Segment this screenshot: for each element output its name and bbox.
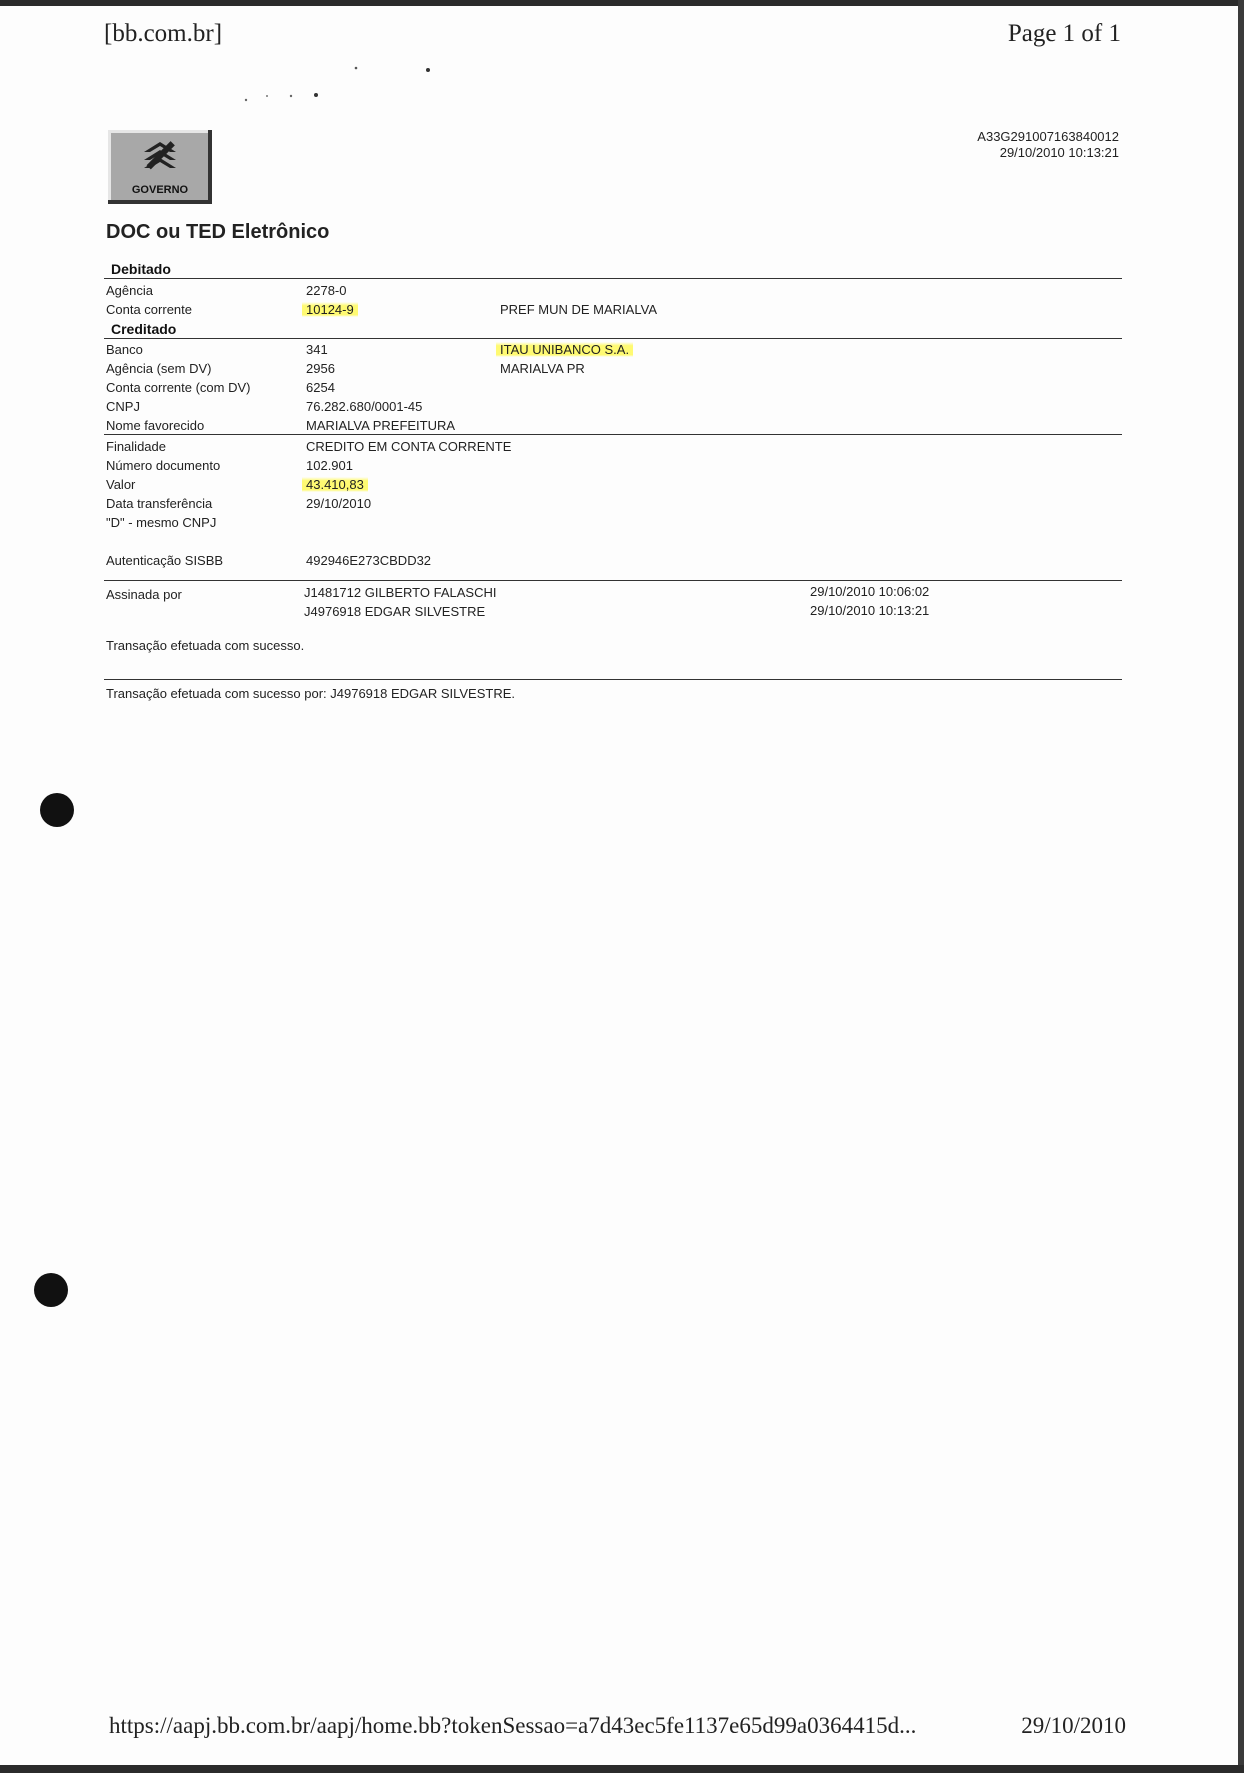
status-message: Transação efetuada com sucesso. (106, 638, 305, 653)
debitado-conta-label: Conta corrente (106, 302, 192, 317)
divider (104, 434, 1122, 435)
signature-name: J1481712 GILBERTO FALASCHI (304, 585, 497, 600)
signature-datetime: 29/10/2010 10:13:21 (810, 603, 930, 618)
divider (104, 278, 1122, 279)
banco-do-brasil-logo-icon (108, 130, 212, 204)
print-footer-date: 29/10/2010 (1021, 1713, 1126, 1738)
debitado-agencia-value: 2278-0 (306, 283, 347, 298)
autenticacao-value: 492946E273CBDD32 (306, 553, 432, 568)
page-title: DOC ou TED Eletrônico (106, 221, 330, 243)
debitado-conta-name: PREF MUN DE MARIALVA (500, 302, 657, 317)
numero-documento-value: 102.901 (306, 458, 353, 473)
creditado-agencia-label: Agência (sem DV) (106, 361, 212, 376)
scan-edge-top (0, 0, 1244, 6)
reference-datetime: 29/10/2010 10:13:21 (999, 145, 1119, 160)
debitado-agencia-label: Agência (106, 283, 153, 298)
reference-block (977, 129, 1119, 161)
section-debitado-heading: Debitado (111, 261, 171, 277)
finalidade-value: CREDITO EM CONTA CORRENTE (306, 439, 512, 454)
highlighted-text: 43.410,83 (302, 477, 368, 492)
highlighted-text: 10124-9 (302, 302, 358, 317)
signature-name: J4976918 EDGAR SILVESTRE (304, 604, 486, 619)
divider (104, 338, 1122, 339)
scan-edge-bottom (0, 1765, 1244, 1773)
creditado-favorecido-label: Nome favorecido (106, 418, 205, 433)
binder-hole (40, 793, 74, 827)
autenticacao-label: Autenticação SISBB (106, 553, 224, 568)
creditado-conta-value: 6254 (306, 380, 335, 395)
creditado-agencia-value: 2956 (306, 361, 335, 376)
creditado-agencia-city: MARIALVA PR (500, 361, 585, 376)
svg-text:GOVERNO: GOVERNO (131, 184, 189, 196)
mesmo-cnpj-note: "D" - mesmo CNPJ (106, 515, 217, 530)
governo-logo (108, 130, 212, 204)
finalidade-label: Finalidade (106, 439, 166, 454)
debitado-conta-value (306, 302, 358, 317)
valor-label: Valor (106, 477, 136, 492)
creditado-cnpj-value: 76.282.680/0001-45 (306, 399, 423, 414)
creditado-banco-label: Banco (106, 342, 143, 357)
scan-edge-right (1238, 0, 1244, 1773)
divider (104, 679, 1122, 680)
valor-value (306, 477, 368, 492)
creditado-conta-label: Conta corrente (com DV) (106, 380, 251, 395)
section-creditado-heading: Creditado (111, 321, 177, 337)
creditado-banco-value: 341 (306, 342, 328, 357)
divider (104, 580, 1122, 581)
binder-hole (34, 1273, 68, 1307)
numero-documento-label: Número documento (106, 458, 221, 473)
reference-code: A33G291007163840012 (977, 129, 1119, 144)
print-footer-url: https://aapj.bb.com.br/aapj/home.bb?tokenSessao=a7d43ec5fe1137e65d99a0364415d... (109, 1713, 917, 1738)
signature-datetime: 29/10/2010 10:06:02 (810, 584, 930, 599)
data-transferencia-label: Data transferência (106, 496, 213, 511)
creditado-banco-name (500, 342, 633, 357)
scan-specks (236, 60, 456, 110)
creditado-favorecido-value: MARIALVA PREFEITURA (306, 418, 456, 433)
print-header-page: Page 1 of 1 (1007, 20, 1121, 47)
assinada-por-label: Assinada por (106, 587, 182, 602)
highlighted-text: ITAU UNIBANCO S.A. (496, 342, 633, 357)
data-transferencia-value: 29/10/2010 (306, 496, 372, 511)
creditado-cnpj-label: CNPJ (106, 399, 140, 414)
final-status-message: Transação efetuada com sucesso por: J4976918 EDGAR SILVESTRE. (106, 686, 515, 701)
print-header-site: [bb.com.br] (104, 20, 223, 47)
